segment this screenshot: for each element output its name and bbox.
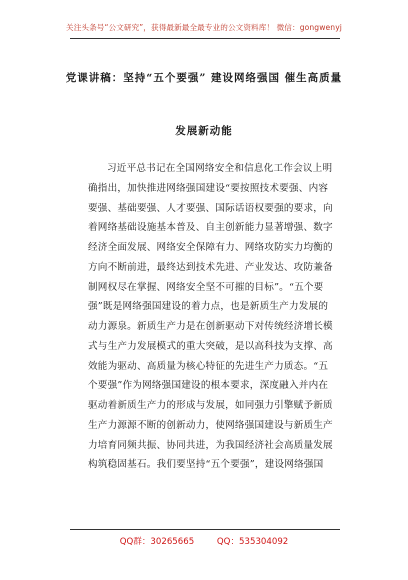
document-title-line-2: 发展新动能 — [175, 125, 233, 137]
body-line: 强”既是网络强国建设的着力点，也是新质生产力发展的 — [88, 301, 329, 313]
body-line: 要强、基础要强、人才要强、国际话语权要强的要求，向 — [88, 202, 333, 214]
body-line: 生产力源源不断的创新动力，使网络强国建设与新质生产 — [88, 419, 333, 431]
body-line: 确指出，加快推进网络强国建设“要按照技术要强、内容 — [88, 182, 329, 194]
body-line: 力培育同频共振、协同共进，为我国经济社会高质量发展 — [88, 439, 333, 451]
body-line: 着网络基础设施基本普及、自主创新能力显著增强、数字 — [88, 222, 333, 234]
body-line: 制网权尽在掌握、网络安全坚不可摧的目标”。“五个要 — [88, 281, 324, 293]
footer-divider — [70, 529, 340, 530]
header-note: 关注头条号“公文研究”，获得最新最全最专业的公文资料库！ 微信：gongwenyj — [66, 23, 342, 32]
footer-qq: QQ：535304092 — [216, 537, 289, 547]
body-line: 式与生产力发展模式的重大突破，是以高科技为支撑、高 — [88, 340, 333, 352]
body-line: 效能为驱动、高质量为核心特征的先进生产力质态。“五 — [88, 360, 329, 372]
footer-contact — [0, 535, 408, 547]
body-line: 驱动着新质生产力的形成与发展，如同强力引擎赋予新质 — [88, 400, 333, 411]
body-line: 动力源泉。新质生产力是在创新驱动下对传统经济增长模 — [88, 321, 333, 332]
body-line: 方向不断前进，最终达到技术先进、产业发达、攻防兼备 — [88, 261, 333, 273]
body-line: 经济全面发展、网络安全保障有力、网络攻防实力均衡的 — [88, 242, 333, 253]
footer-qq-group: QQ群：30265665 — [119, 537, 195, 547]
body-line: 构筑稳固基石。我们要坚持“五个要强”，建设网络强国 — [88, 459, 324, 471]
body-line: 习近平总书记在全国网络安全和信息化工作会议上明 — [107, 163, 333, 174]
body-line: 个要强”作为网络强国建设的根本要求，深度融入并内在 — [88, 380, 329, 392]
header-divider — [70, 38, 340, 39]
body-paragraph — [88, 159, 338, 475]
document-title-line-1: 党课讲稿：坚持“五个要强” 建设网络强国 催生高质量 — [65, 72, 343, 84]
